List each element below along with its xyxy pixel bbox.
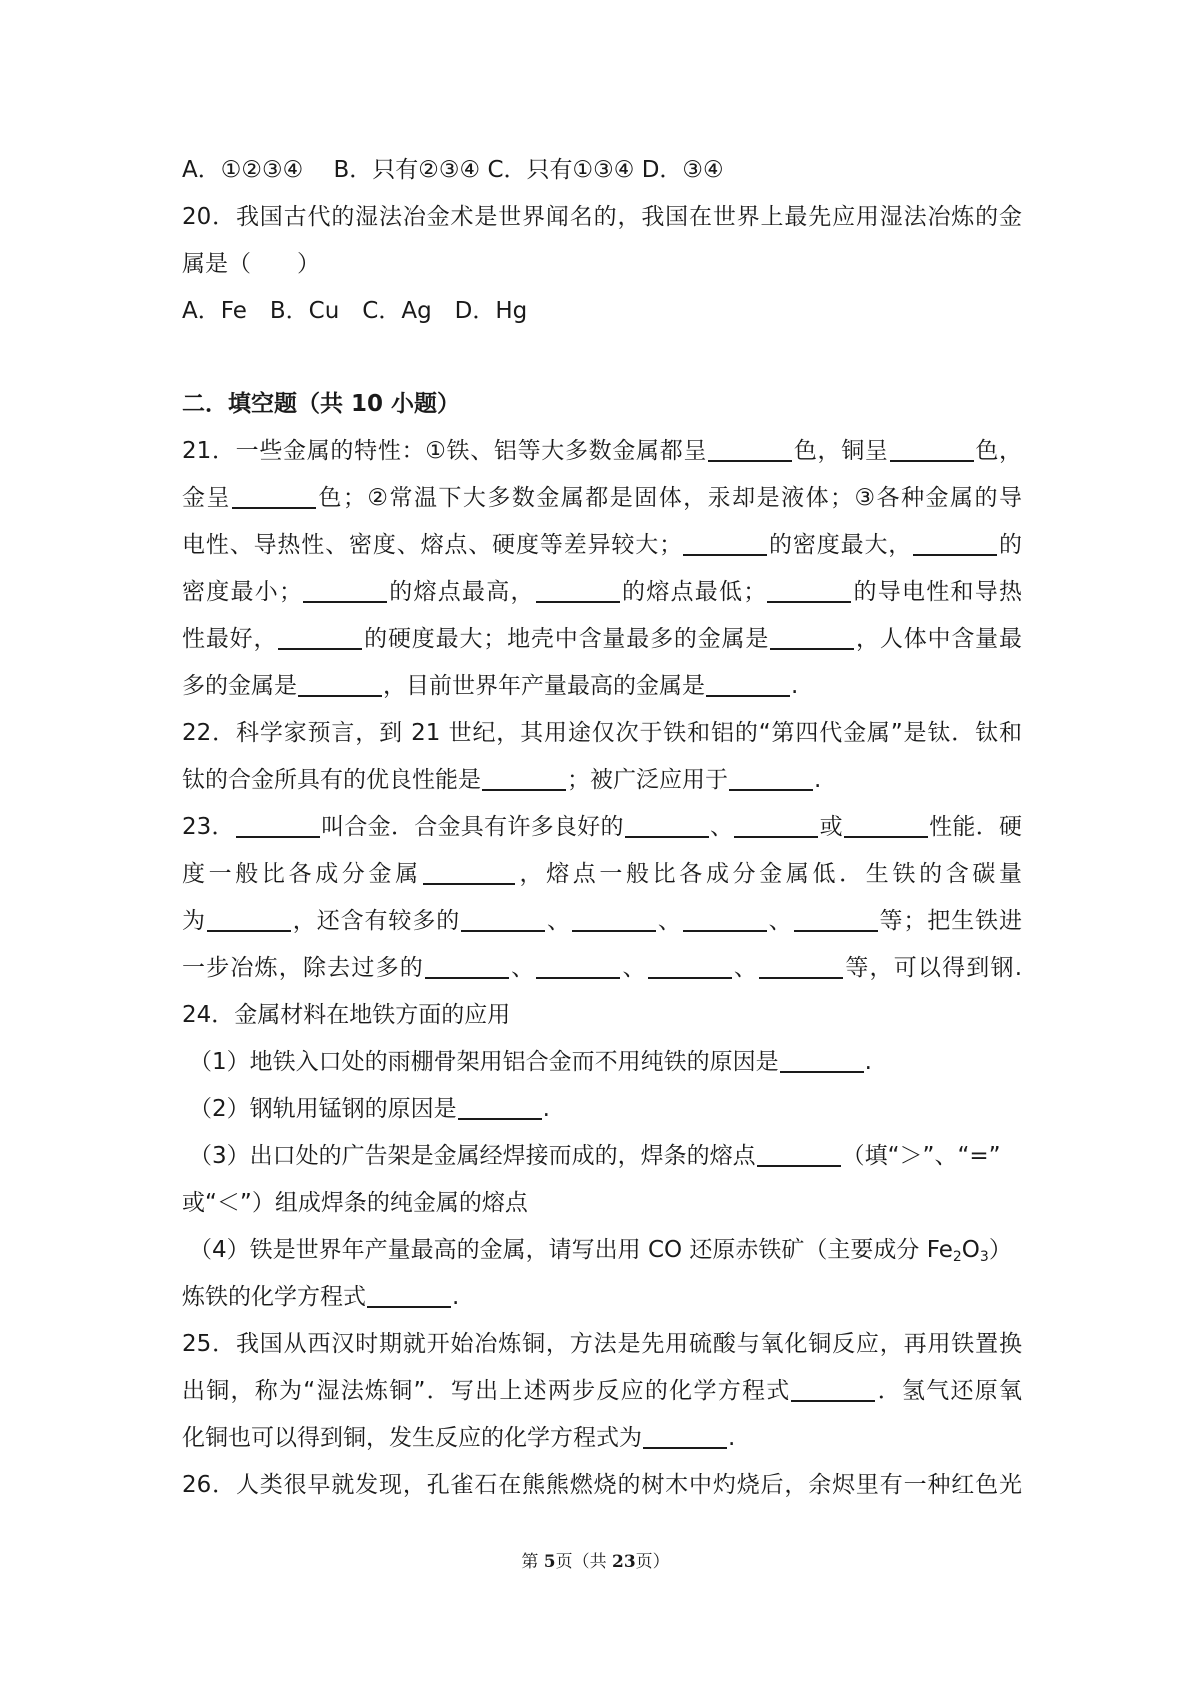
q21-text: 色；②常温下大多数金属都是固体，汞却是液体；③各种金属的导 bbox=[316, 485, 1022, 511]
total-pages: 23 bbox=[611, 1552, 636, 1572]
q21-text: ，目前世界年产量最高的金属是 bbox=[383, 673, 705, 699]
q21-line5 bbox=[182, 623, 1022, 655]
q23-line1 bbox=[182, 811, 1022, 843]
answer-blank[interactable] bbox=[794, 908, 878, 932]
q26-line1: 26．人类很早就发现，孔雀石在熊熊燃烧的树木中灼烧后，余烬里有一种红色光 bbox=[182, 1472, 1022, 1498]
q21-text: 的熔点最高， bbox=[388, 579, 535, 605]
answer-blank[interactable] bbox=[780, 1049, 864, 1073]
q24-text: . bbox=[542, 1096, 550, 1122]
q24-text: 炼铁的化学方程式 bbox=[182, 1284, 366, 1310]
q22-line1: 22．科学家预言，到 21 世纪，其用途仅次于铁和铝的“第四代金属”是钛．钛和 bbox=[182, 720, 1022, 746]
q21-text: . bbox=[791, 673, 799, 699]
q24-text: （1）地铁入口处的雨棚骨架用铝合金而不用纯铁的原因是 bbox=[189, 1049, 779, 1075]
q22-text: . bbox=[814, 767, 822, 793]
answer-blank[interactable] bbox=[706, 673, 790, 697]
answer-blank[interactable] bbox=[482, 767, 566, 791]
answer-blank[interactable] bbox=[572, 908, 656, 932]
q23-text: 、 bbox=[546, 908, 571, 934]
q24-text: （4）铁是世界年产量最高的金属，请写出用 CO 还原赤铁矿（主要成分 Fe bbox=[189, 1237, 953, 1263]
answer-blank[interactable] bbox=[759, 955, 843, 979]
answer-blank[interactable] bbox=[461, 908, 545, 932]
answer-blank[interactable] bbox=[536, 955, 620, 979]
q21-text: 多的金属是 bbox=[182, 673, 297, 699]
answer-blank[interactable] bbox=[770, 626, 854, 650]
q23-text: 、 bbox=[732, 955, 759, 981]
q23-text: 为 bbox=[182, 908, 206, 934]
footer-text: 页（共 bbox=[555, 1552, 612, 1572]
q24-text: （填“＞”、“=” bbox=[841, 1143, 1001, 1169]
q21-text: 21．一些金属的特性：①铁、铝等大多数金属都呈 bbox=[182, 438, 708, 464]
q25-text: 化铜也可以得到铜，发生反应的化学方程式为 bbox=[182, 1425, 642, 1451]
subscript: 3 bbox=[979, 1249, 989, 1265]
q21-text: 密度最小； bbox=[182, 579, 302, 605]
q23-text: 、 bbox=[509, 955, 536, 981]
answer-blank[interactable] bbox=[423, 861, 515, 885]
section-title: 二．填空题（共 10 小题） bbox=[182, 391, 461, 417]
q21-line3 bbox=[182, 529, 1022, 561]
q21-text: 金呈 bbox=[182, 485, 231, 511]
answer-blank[interactable] bbox=[890, 438, 974, 462]
answer-blank[interactable] bbox=[625, 814, 709, 838]
q23-text: 一步冶炼，除去过多的 bbox=[182, 955, 424, 981]
q23-line2 bbox=[182, 858, 1022, 890]
answer-blank[interactable] bbox=[913, 532, 997, 556]
q24-text: . bbox=[864, 1049, 872, 1075]
q24-text: . bbox=[452, 1284, 460, 1310]
q21-text: 色，铜呈 bbox=[793, 438, 889, 464]
q21-line2 bbox=[182, 482, 1022, 514]
q24-part3-cont: 或“＜”）组成焊条的纯金属的熔点 bbox=[182, 1190, 528, 1216]
answer-blank[interactable] bbox=[207, 908, 291, 932]
q21-line1 bbox=[182, 435, 1022, 467]
q23-text: 度一般比各成分金属 bbox=[182, 861, 422, 887]
q21-text: 的密度最大， bbox=[768, 532, 913, 558]
answer-blank[interactable] bbox=[844, 814, 928, 838]
q25-line1: 25．我国从西汉时期就开始冶炼铜，方法是先用硫酸与氧化铜反应，再用铁置换 bbox=[182, 1331, 1022, 1357]
page-number: 5 bbox=[543, 1552, 556, 1572]
q23-text: 等；把生铁进 bbox=[878, 908, 1023, 934]
q22-text: ；被广泛应用于 bbox=[567, 767, 728, 793]
q21-line4 bbox=[182, 576, 1022, 608]
q24-text: ） bbox=[988, 1237, 1012, 1263]
answer-blank[interactable] bbox=[708, 438, 792, 462]
q25-line3 bbox=[182, 1422, 1022, 1454]
q21-text: ，人体中含量最 bbox=[855, 626, 1023, 652]
q23-text: ，还含有较多的 bbox=[291, 908, 461, 934]
answer-blank[interactable] bbox=[236, 814, 320, 838]
answer-blank[interactable] bbox=[367, 1284, 451, 1308]
q23-text: 23． bbox=[182, 814, 235, 840]
q23-text: 、 bbox=[767, 908, 793, 934]
answer-blank[interactable] bbox=[425, 955, 509, 979]
answer-blank[interactable] bbox=[536, 579, 620, 603]
answer-blank[interactable] bbox=[298, 673, 382, 697]
q23-text: 或 bbox=[819, 814, 843, 840]
q24-text: （3）出口处的广告架是金属经焊接而成的，焊条的熔点 bbox=[189, 1143, 756, 1169]
q20-options: A．Fe B．Cu C．Ag D．Hg bbox=[182, 298, 528, 324]
q24-title: 24．金属材料在地铁方面的应用 bbox=[182, 1002, 511, 1028]
answer-blank[interactable] bbox=[734, 814, 818, 838]
q23-text: 性能．硬 bbox=[928, 814, 1022, 840]
answer-blank[interactable] bbox=[458, 1096, 542, 1120]
q19-options: A．①②③④ B．只有②③④ C．只有①③④ D．③④ bbox=[182, 157, 724, 183]
q24-part4 bbox=[189, 1234, 1022, 1273]
q24-part4-cont bbox=[182, 1281, 1022, 1313]
q21-text: 的导电性和导热 bbox=[852, 579, 1022, 605]
q20-stem-line2: 属是（ ） bbox=[182, 251, 320, 277]
footer-text: 页） bbox=[635, 1552, 670, 1572]
q22-text: 钛的合金所具有的优良性能是 bbox=[182, 767, 481, 793]
q21-text: 电性、导热性、密度、熔点、硬度等差异较大； bbox=[182, 532, 683, 558]
answer-blank[interactable] bbox=[643, 1425, 727, 1449]
q21-text: 性最好， bbox=[182, 626, 278, 652]
q23-text: 叫合金．合金具有许多良好的 bbox=[320, 814, 624, 840]
answer-blank[interactable] bbox=[791, 1378, 875, 1402]
answer-blank[interactable] bbox=[767, 579, 851, 603]
q24-part2 bbox=[189, 1093, 1029, 1125]
answer-blank[interactable] bbox=[683, 532, 767, 556]
q21-text: 的硬度最大；地壳中含量最多的金属是 bbox=[363, 626, 770, 652]
q25-text: ．氢气还原氧 bbox=[876, 1378, 1022, 1404]
q23-line3 bbox=[182, 905, 1022, 937]
answer-blank[interactable] bbox=[232, 485, 316, 509]
subscript: 2 bbox=[952, 1249, 962, 1265]
answer-blank[interactable] bbox=[648, 955, 732, 979]
answer-blank[interactable] bbox=[729, 767, 813, 791]
footer-text: 第 bbox=[521, 1552, 544, 1572]
q21-text: 的熔点最低； bbox=[620, 579, 767, 605]
answer-blank[interactable] bbox=[278, 626, 362, 650]
q24-text: （2）钢轨用锰钢的原因是 bbox=[189, 1096, 457, 1122]
page-footer bbox=[0, 1547, 1191, 1572]
q23-text: 、 bbox=[621, 955, 647, 981]
q21-line6 bbox=[182, 670, 1022, 702]
q23-text: ，熔点一般比各成分金属低．生铁的含碳量 bbox=[515, 861, 1023, 887]
q21-text: 色， bbox=[974, 438, 1023, 464]
q24-part3 bbox=[189, 1140, 1022, 1172]
q23-text: 、 bbox=[656, 908, 682, 934]
q25-text: 出铜，称为“湿法炼铜”．写出上述两步反应的化学方程式 bbox=[182, 1378, 791, 1404]
q23-line4 bbox=[182, 952, 1022, 984]
q20-stem-line1: 20．我国古代的湿法冶金术是世界闻名的，我国在世界上最先应用湿法冶炼的金 bbox=[182, 204, 1022, 230]
answer-blank[interactable] bbox=[303, 579, 387, 603]
q24-text: O bbox=[961, 1237, 980, 1263]
q24-part1 bbox=[189, 1046, 1029, 1078]
answer-blank[interactable] bbox=[757, 1143, 841, 1167]
q25-line2 bbox=[182, 1375, 1022, 1407]
answer-blank[interactable] bbox=[683, 908, 767, 932]
q22-line2 bbox=[182, 764, 1022, 796]
q25-text: . bbox=[728, 1425, 736, 1451]
q23-text: 、 bbox=[709, 814, 734, 840]
q21-text: 的 bbox=[998, 532, 1023, 558]
q23-text: 等，可以得到钢. bbox=[844, 955, 1022, 981]
